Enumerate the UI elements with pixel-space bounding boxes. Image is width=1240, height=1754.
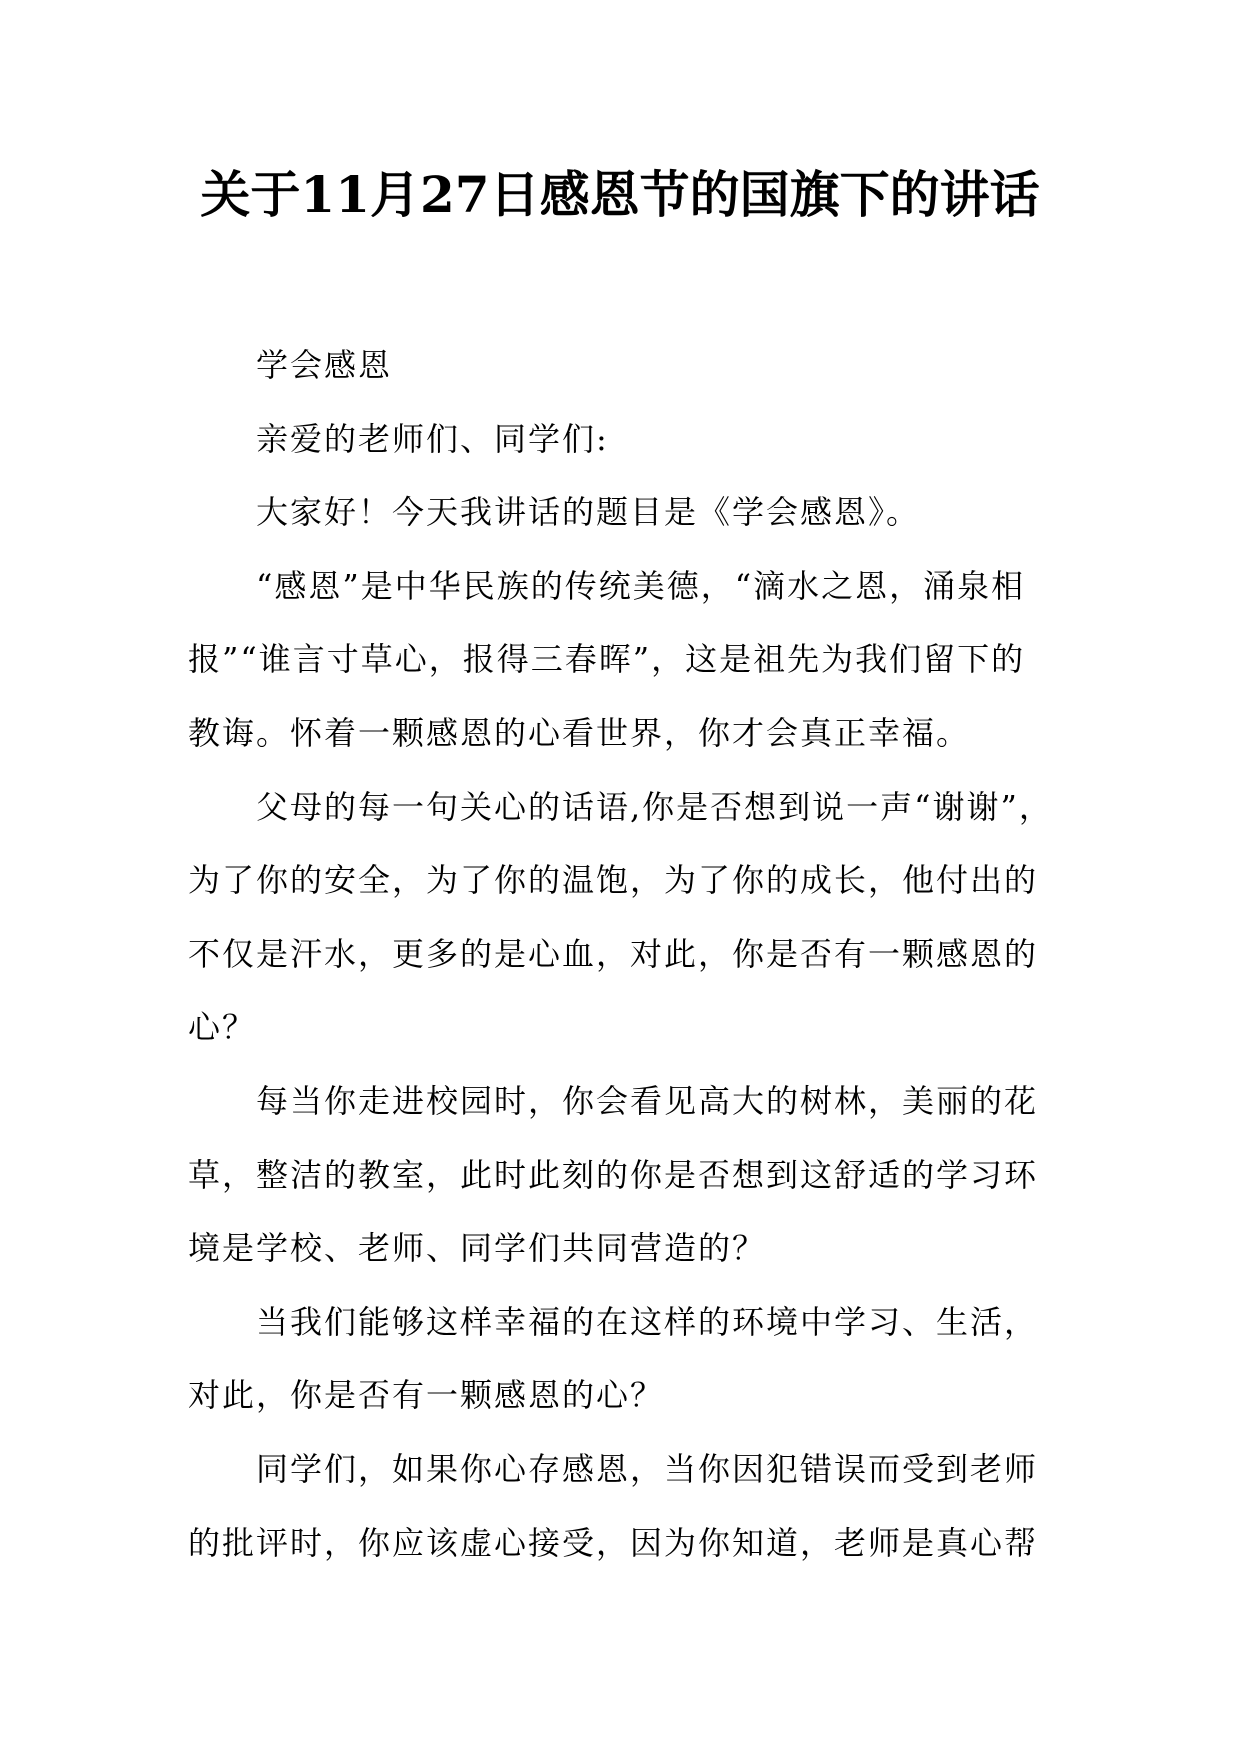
- document-title: 关于11月27日感恩节的国旗下的讲话: [200, 165, 1040, 224]
- paragraph: 大家好！今天我讲话的题目是《学会感恩》。: [256, 493, 921, 532]
- paragraph: 同学们，如果你心存感恩，当你因犯错误而受到老师的批评时，你应该虚心接受，因为你知道，老师是真心帮: [188, 1449, 1039, 1562]
- document-body: [188, 329, 1058, 1580]
- paragraph: 父母的每一句关心的话语,你是否想到说一声“谢谢”，为了你的安全，为了你的温饱，为了你的成长，他付出的不仅是汗水，更多的是心血，对此，你是否有一颗感恩的心？: [188, 787, 1053, 1047]
- paragraph: 每当你走进校园时，你会看见高大的树林，美丽的花草，整洁的教室，此时此刻的你是否想到这舒适的学习环境是学校、老师、同学们共同营造的？: [188, 1081, 1039, 1268]
- paragraph: “感恩”是中华民族的传统美德，“滴水之恩，涌泉相报”“谁言寸草心，报得三春晖”，这是祖先为我们留下的教诲。怀着一颗感恩的心看世界，你才会真正幸福。: [188, 566, 1026, 752]
- section-heading: 学会感恩: [256, 346, 393, 384]
- salutation: 亲爱的老师们、同学们:: [256, 419, 609, 458]
- paragraph: 当我们能够这样幸福的在这样的环境中学习、生活，对此，你是否有一颗感恩的心？: [188, 1302, 1039, 1415]
